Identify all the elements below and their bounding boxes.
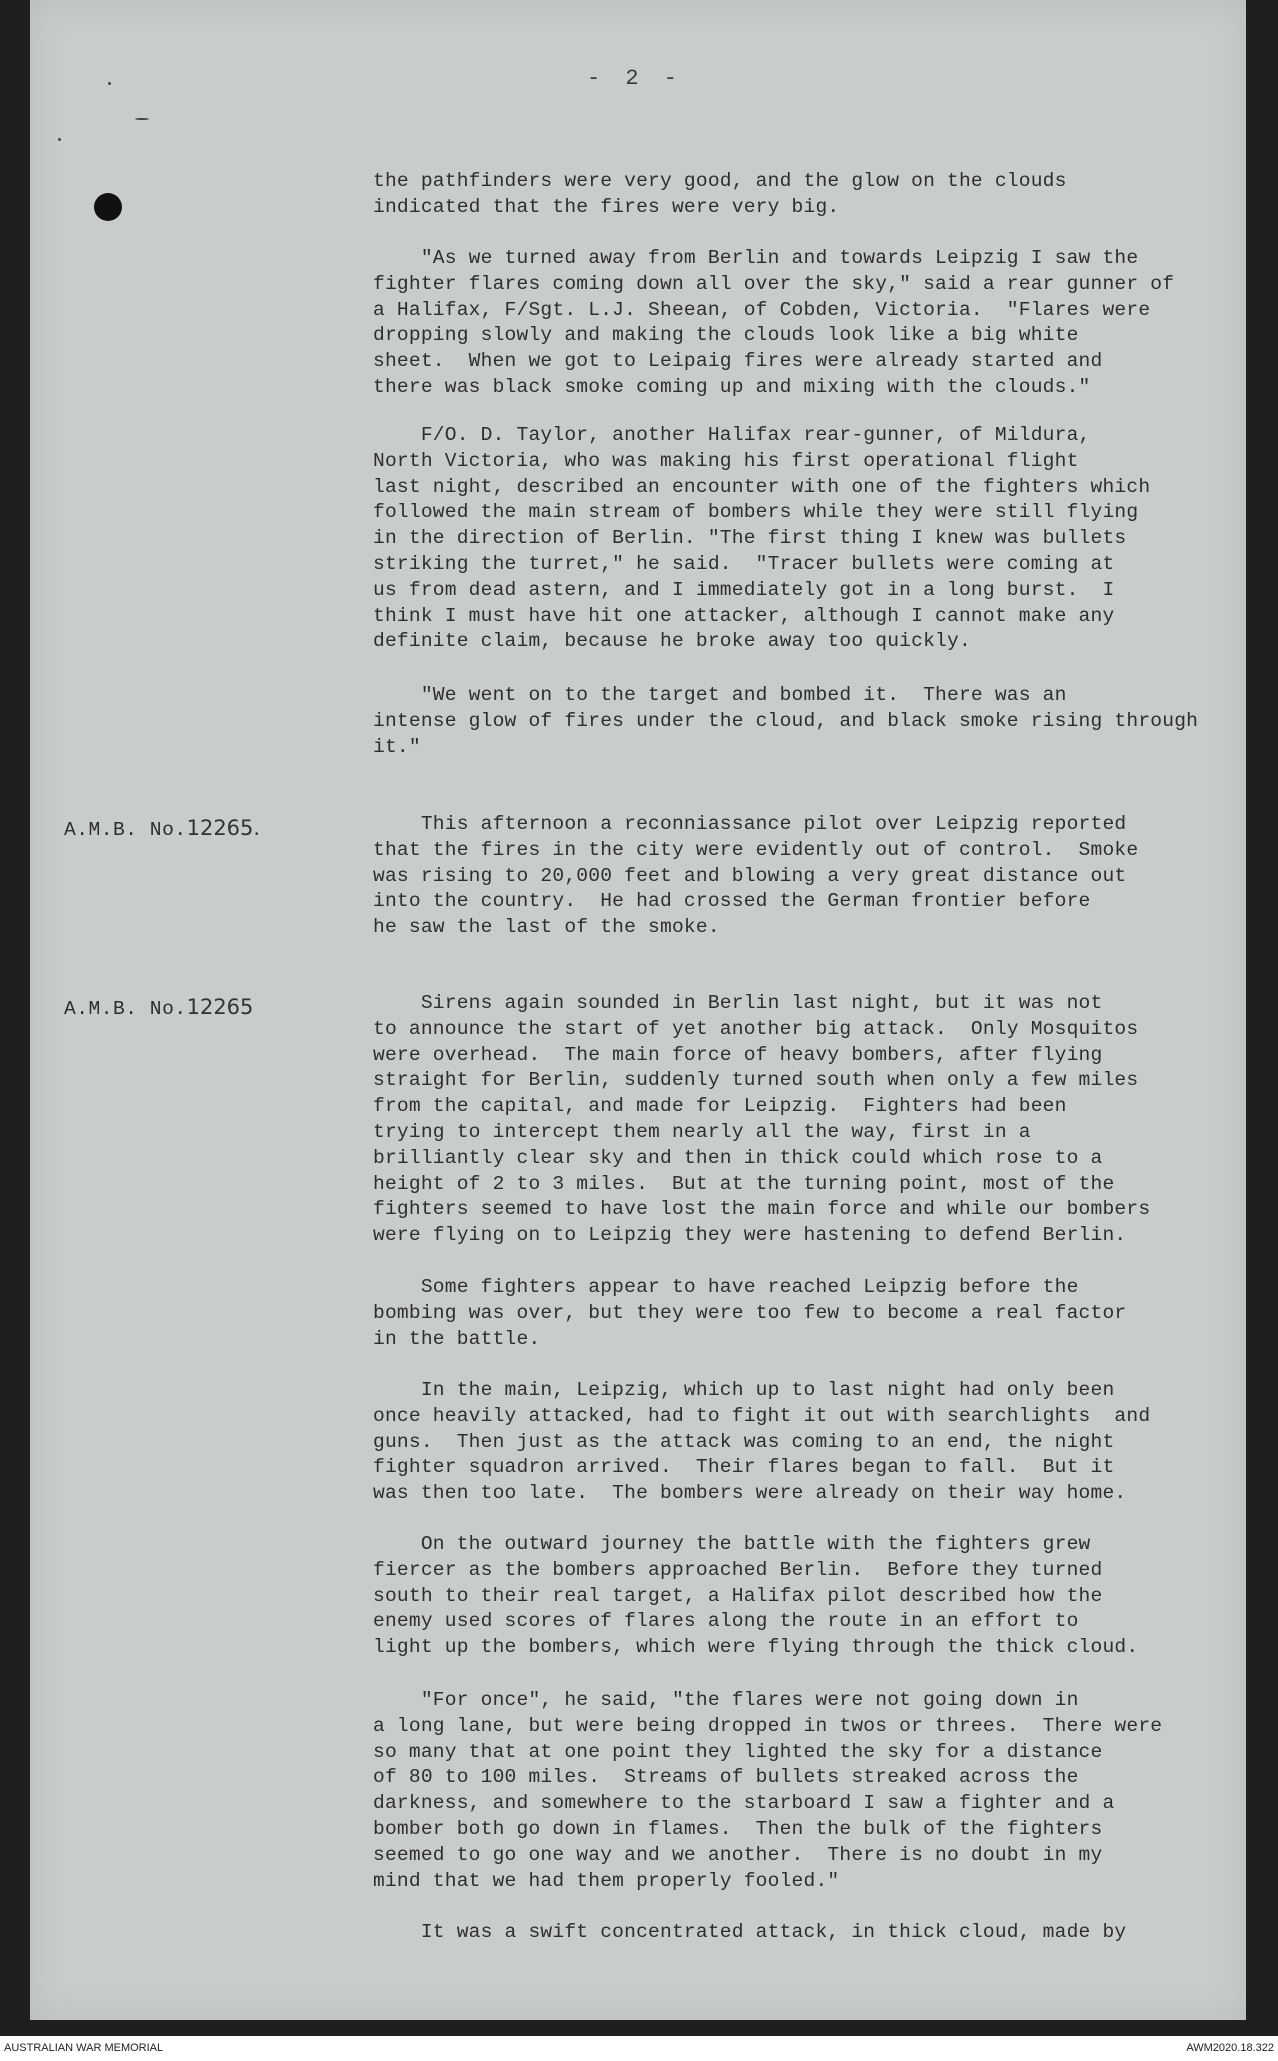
margin-ref-2 (64, 995, 253, 1020)
paragraph-2: "As we turned away from Berlin and towards Leipzig I saw the fighter flares coming down all over the sky," said a rear gunner of a Halifax, F/Sgt. L.J. Sheean, of Cobden, Victoria. "Flares were dropping slowly and making the clouds look like a big white sheet. When we got to Leipaig fires were already started and there was black smoke coming up and mixing with the clouds." (373, 247, 1175, 398)
paragraph-1: the pathfinders were very good, and the glow on the clouds indicated that the fires were very big. (373, 170, 1067, 218)
paragraph-11: It was a swift concentrated attack, in thick cloud, made by (373, 1921, 1127, 1943)
margin-ref-handwritten: 12265 (186, 995, 254, 1019)
page-number: - 2 - (586, 66, 683, 91)
margin-ref-1 (64, 816, 260, 841)
punch-hole (94, 193, 122, 221)
paragraph-5: This afternoon a reconniassance pilot over Leipzig reported that the fires in the city were evidently out of control. Smoke was rising to 20,000 feet and blowing a very great distance out into the country. He had crossed the German frontier before he saw the last of the smoke. (373, 813, 1139, 939)
paragraph-4: "We went on to the target and bombed it. There was an intense glow of fires under the cloud, and black smoke rising through it." (373, 684, 1199, 758)
margin-ref-typed: A.M.B. No. (64, 819, 187, 841)
margin-ref-typed: A.M.B. No. (64, 998, 187, 1020)
footer-institution: AUSTRALIAN WAR MEMORIAL (4, 2042, 164, 2054)
margin-ref-handwritten: 12265. (186, 816, 261, 840)
paragraph-6: Sirens again sounded in Berlin last night, but it was not to announce the start of yet another big attack. Only Mosquitos were overhead. The main force of heavy bombers, after flying straight for Berlin, suddenly turned south when only a few miles from the capital, and made for Leipzig. Fighters had been trying to intercept them nearly all the way, first in a brilliantly clear sky and then in thick could which rose to a height of 2 to 3 miles. But at the turning point, most of the fighters seemed to have lost the main force and while our bombers were flying on to Leipzig they were hastening to defend Berlin. (373, 992, 1151, 1247)
paper-speck (108, 82, 111, 85)
paragraph-7: Some fighters appear to have reached Leipzig before the bombing was over, but they were too few to become a real factor in the battle. (373, 1276, 1127, 1350)
paper-mark (135, 118, 149, 120)
footer-catalogue-id: AWM2020.18.322 (1186, 2042, 1274, 2054)
paragraph-3: F/O. D. Taylor, another Halifax rear-gunner, of Mildura, North Victoria, who was making his first operational flight last night, described an encounter with one of the fighters which followed the main stream of bombers while they were still flying in the direction of Berlin. "The first thing I knew was bullets striking the turret," he said. "Tracer bullets were coming at us from dead astern, and I immediately got in a long burst. I think I must have hit one attacker, although I cannot make any definite claim, because he broke away too quickly. (373, 424, 1151, 653)
paragraph-10: "For once", he said, "the flares were not going down in a long lane, but were being dropped in twos or threes. There were so many that at one point they lighted the sky for a distance of 80 to 100 miles. Streams of bullets streaked across the darkness, and somewhere to the starboard I saw a fighter and a bomber both go down in flames. Then the bulk of the fighters seemed to go one way and we another. There is no doubt in my mind that we had them properly fooled." (373, 1689, 1163, 1892)
paragraph-9: On the outward journey the battle with the fighters grew fiercer as the bombers approached Berlin. Before they turned south to their real target, a Halifax pilot described how the enemy used scores of flares along the route in an effort to light up the bombers, which were flying through the thick cloud. (373, 1533, 1139, 1659)
paper-speck (58, 138, 61, 141)
paragraph-8: In the main, Leipzig, which up to last night had only been once heavily attacked, had to fight it out with searchlights and guns. Then just as the attack was coming to an end, the night fighter squadron arrived. Their flares began to fall. But it was then too late. The bombers were already on their way home. (373, 1379, 1151, 1505)
archive-footer (0, 2036, 1278, 2061)
